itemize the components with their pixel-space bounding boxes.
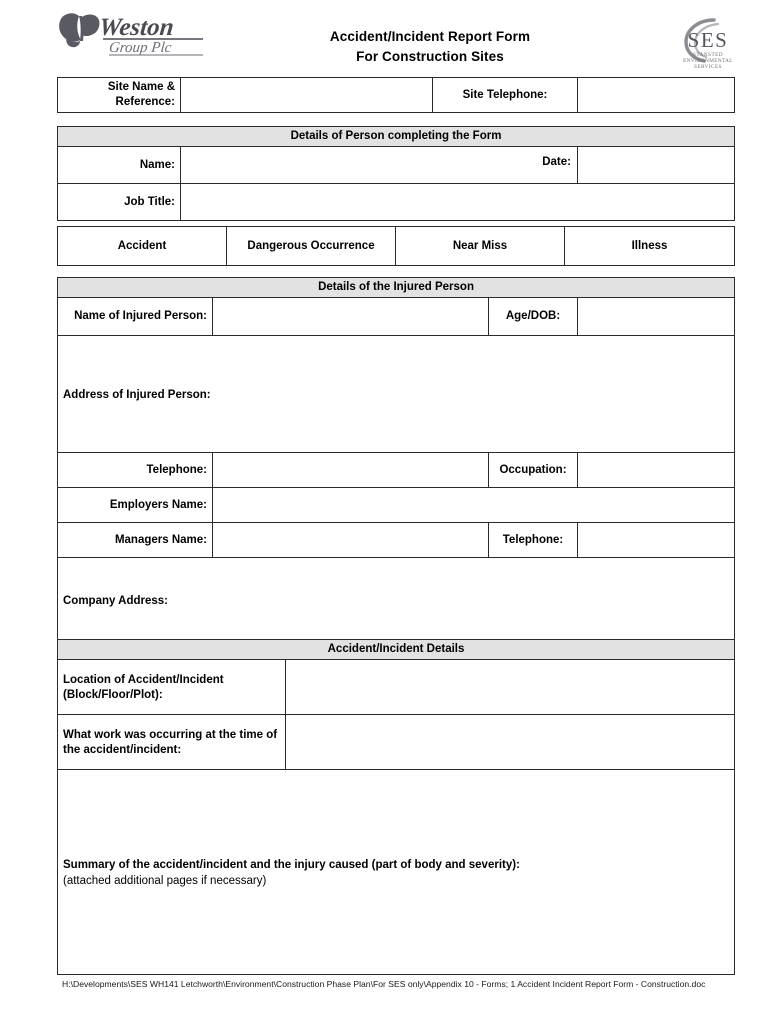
injured-age-dob-label: Age/DOB:	[489, 298, 578, 336]
incident-type-accident[interactable]: Accident	[58, 227, 227, 266]
table-row	[58, 336, 735, 453]
table-row	[58, 298, 735, 336]
svg-text:STANSTED: STANSTED	[692, 52, 724, 58]
table-row	[58, 640, 735, 660]
table-row	[58, 558, 735, 643]
company-address-cell[interactable]	[58, 558, 735, 643]
incident-type-near-miss[interactable]: Near Miss	[396, 227, 565, 266]
document-title-line1: Accident/Incident Report Form	[329, 29, 531, 44]
incident-type-illness[interactable]: Illness	[565, 227, 735, 266]
weston-group-logo	[57, 10, 222, 60]
incident-work-input[interactable]	[286, 715, 735, 770]
table-row	[58, 78, 735, 113]
page-header	[0, 0, 770, 72]
svg-text:SERVICES: SERVICES	[693, 64, 723, 70]
document-title-line2: For Construction Sites	[356, 49, 504, 64]
injured-address-cell[interactable]	[58, 336, 735, 453]
table-row	[58, 127, 735, 147]
managers-name-input[interactable]	[213, 523, 489, 558]
table-row	[58, 184, 735, 221]
incident-summary-cell[interactable]	[58, 770, 735, 975]
injured-person-table	[57, 277, 735, 643]
incident-summary-note: (attached additional pages if necessary)	[63, 875, 267, 887]
injured-occupation-label: Occupation:	[489, 453, 578, 488]
footer-file-path: H:\Developments\SES WH141 Letchworth\Environment\Construction Phase Plan\For SES only\Appendix 10 - Forms; 1 Accident Incident Report Form - Construction.doc	[62, 979, 706, 989]
svg-text:Group Plc: Group Plc	[108, 40, 173, 56]
site-telephone-label: Site Telephone:	[433, 78, 578, 113]
person-date-input[interactable]	[578, 147, 735, 184]
injured-person-band: Details of the Injured Person	[58, 278, 735, 298]
incident-summary-label: Summary of the accident/incident and the injury caused (part of body and severity):	[63, 859, 520, 871]
managers-name-label: Managers Name:	[58, 523, 213, 558]
incident-type-dangerous-occurrence[interactable]: Dangerous Occurrence	[227, 227, 396, 266]
incident-type-table	[57, 226, 735, 266]
injured-address-label: Address of Injured Person:	[63, 388, 211, 401]
person-job-title-label: Job Title:	[58, 184, 181, 221]
company-address-label: Company Address:	[63, 594, 169, 607]
person-name-input[interactable]	[181, 147, 578, 184]
injured-telephone-input[interactable]	[213, 453, 489, 488]
person-job-title-input[interactable]	[181, 184, 735, 221]
managers-telephone-input[interactable]	[578, 523, 735, 558]
site-telephone-input[interactable]	[578, 78, 735, 113]
incident-location-input[interactable]	[286, 660, 735, 715]
site-details-table	[57, 77, 735, 113]
document-title	[230, 27, 630, 67]
table-row	[58, 147, 735, 184]
person-name-label: Name:	[58, 147, 181, 184]
injured-name-label: Name of Injured Person:	[58, 298, 213, 336]
injured-occupation-input[interactable]	[578, 453, 735, 488]
incident-details-table	[57, 639, 735, 975]
person-completing-table	[57, 126, 735, 221]
ses-logo	[672, 16, 742, 70]
incident-details-band: Accident/Incident Details	[58, 640, 735, 660]
injured-name-input[interactable]	[213, 298, 489, 336]
table-row	[58, 660, 735, 715]
table-row	[58, 227, 735, 266]
svg-text:SES: SES	[687, 28, 729, 52]
injured-telephone-label: Telephone:	[58, 453, 213, 488]
table-row	[58, 453, 735, 488]
table-row	[58, 715, 735, 770]
table-row	[58, 278, 735, 298]
table-row	[58, 770, 735, 975]
person-completing-band: Details of Person completing the Form	[58, 127, 735, 147]
employers-name-label: Employers Name:	[58, 488, 213, 523]
table-row	[58, 523, 735, 558]
managers-telephone-label: Telephone:	[489, 523, 578, 558]
svg-text:ENVIRONMENTAL: ENVIRONMENTAL	[683, 58, 733, 64]
site-name-label: Site Name & Reference:	[58, 78, 181, 113]
injured-age-dob-input[interactable]	[578, 298, 735, 336]
employers-name-input[interactable]	[213, 488, 735, 523]
table-row	[58, 488, 735, 523]
site-name-input[interactable]	[181, 78, 433, 113]
person-date-label: Date:	[542, 156, 571, 168]
incident-work-label: What work was occurring at the time of the accident/incident:	[58, 715, 286, 770]
svg-text:Weston: Weston	[97, 14, 176, 41]
incident-location-label: Location of Accident/Incident (Block/Floor/Plot):	[58, 660, 286, 715]
